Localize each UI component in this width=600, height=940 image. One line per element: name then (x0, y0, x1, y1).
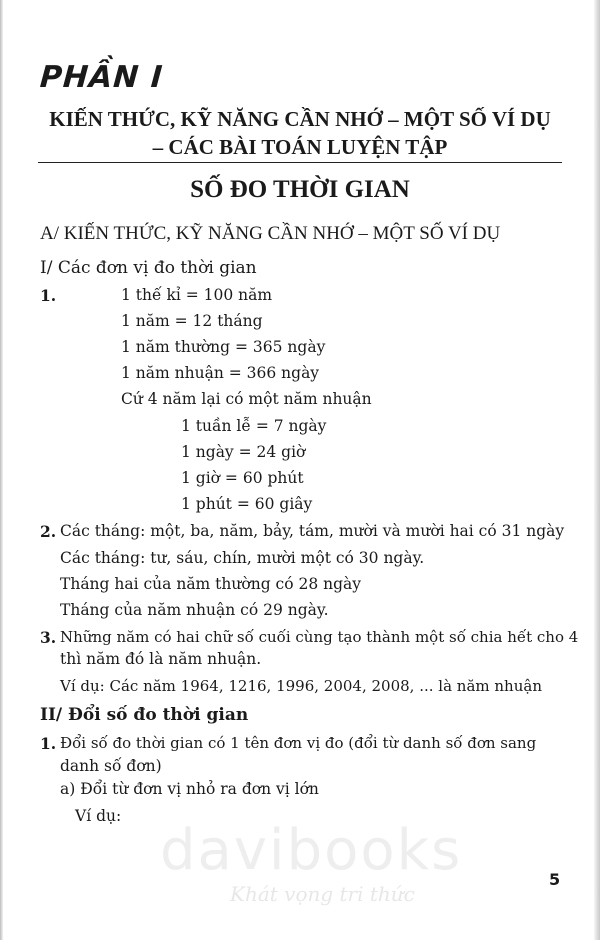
subsection-a-heading: A/ KIẾN THỨC, KỸ NĂNG CẦN NHỚ – MỘT SỐ VÍ DỤ (40, 223, 501, 244)
watermark-tagline: Khát vọng tri thức (230, 882, 415, 906)
page-number: 5 (549, 870, 561, 889)
part2-item1-line: Đổi số đo thời gian có 1 tên đơn vị đo (đổi từ danh số đơn sang (60, 734, 537, 752)
part2-item1-line: danh số đơn) (60, 757, 162, 775)
item1-subline: 1 giờ = 60 phút (181, 469, 304, 487)
item3-number: 3. (40, 628, 57, 647)
part-label: PHẦN I (38, 60, 165, 95)
chapter-heading-line-2: – CÁC BÀI TOÁN LUYỆN TẬP (152, 135, 448, 159)
item2-line: Tháng hai của năm thường có 28 ngày (60, 575, 362, 593)
item1-subline: 1 tuần lễ = 7 ngày (181, 417, 327, 435)
item1-line: 1 năm thường = 365 ngày (121, 338, 326, 356)
section-title: SỐ ĐO THỜI GIAN (190, 176, 410, 203)
part2-item1-number: 1. (40, 734, 57, 753)
item3-example: Ví dụ: Các năm 1964, 1216, 1996, 2004, 2008, ... là năm nhuận (60, 677, 542, 695)
item3-line: thì năm đó là năm nhuận. (60, 650, 262, 668)
part2-sub-a: a) Đổi từ đơn vị nhỏ ra đơn vị lớn (60, 780, 319, 798)
item2-number: 2. (40, 522, 57, 541)
item1-line: Cứ 4 năm lại có một năm nhuận (121, 390, 372, 408)
item2-line: Tháng của năm nhuận có 29 ngày. (60, 601, 329, 619)
chapter-heading-line-1: KIẾN THỨC, KỸ NĂNG CẦN NHỚ – MỘT SỐ VÍ DỤ (49, 107, 551, 131)
item2-line: Các tháng: một, ba, năm, bảy, tám, mười và mười hai có 31 ngày (60, 522, 565, 540)
item3-line: Những năm có hai chữ số cuối cùng tạo thành một số chia hết cho 4 (60, 628, 579, 646)
part2-heading: II/ Đổi số đo thời gian (40, 705, 249, 725)
item1-number: 1. (40, 286, 57, 305)
item1-subline: 1 phút = 60 giây (181, 495, 313, 513)
part1-heading: I/ Các đơn vị đo thời gian (40, 258, 257, 278)
item1-line: 1 thế kỉ = 100 năm (121, 286, 273, 304)
item1-line: 1 năm = 12 tháng (121, 312, 263, 330)
item1-subline: 1 ngày = 24 giờ (181, 443, 306, 461)
item2-line: Các tháng: tư, sáu, chín, mười một có 30 ngày. (60, 549, 425, 567)
watermark-brand: davibooks (160, 818, 463, 883)
item1-line: 1 năm nhuận = 366 ngày (121, 364, 320, 382)
part2-example-label: Ví dụ: (75, 807, 122, 825)
heading-divider (38, 162, 562, 163)
